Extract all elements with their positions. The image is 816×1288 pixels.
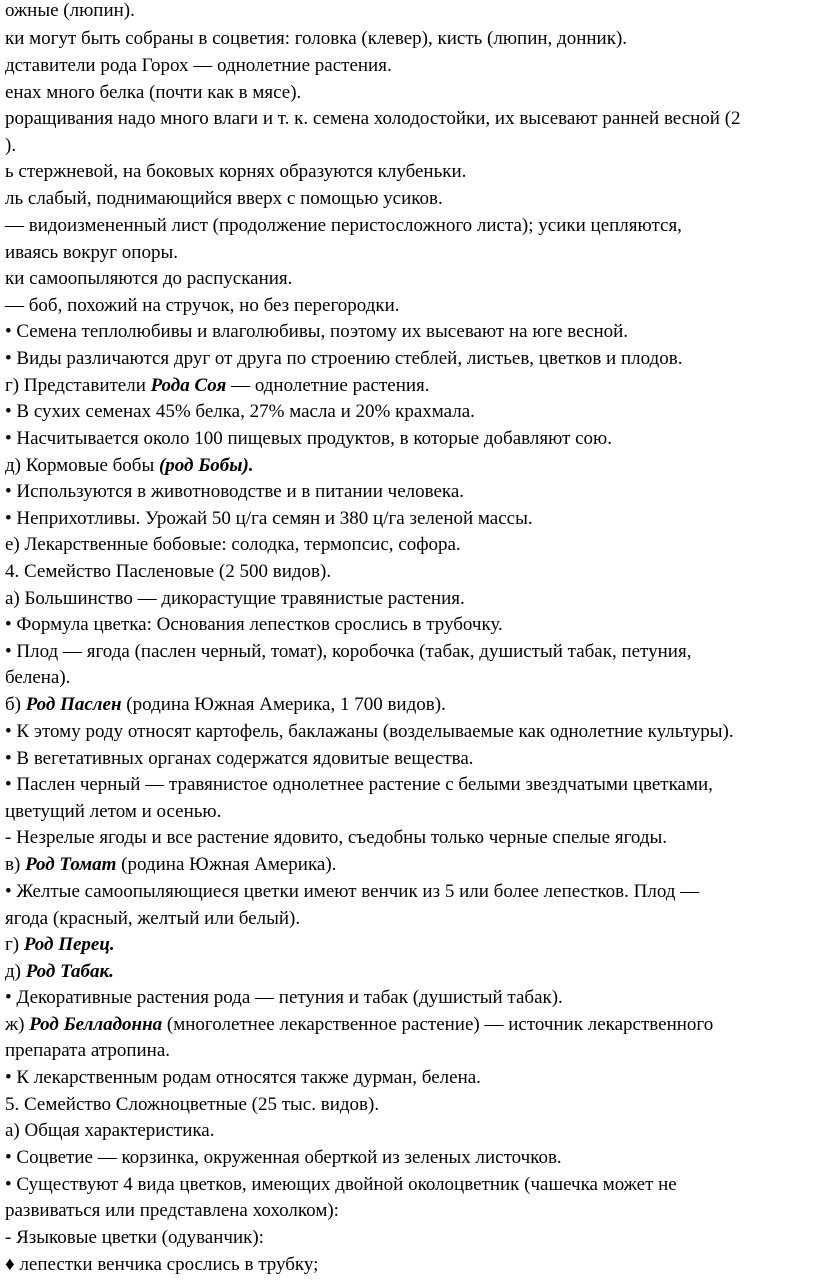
text-line [0,186,816,212]
text-run: — однолетние растения. [188,55,392,76]
text-run: • Семена теплолюбивы и влаголюбивы, поэтому их высевают на юге весной. [5,321,629,342]
text-line [0,799,816,825]
text-run: иваясь вокруг опоры. [5,242,178,263]
text-line [0,399,816,425]
text-line [0,906,816,932]
text-line [0,559,816,585]
text-line [0,53,816,79]
text-run: • Формула цветка: Основания лепестков срослись в трубочку. [5,614,503,635]
text-run: дставители [5,55,101,76]
text-run: е) Лекарственные бобовые: солодка, термопсис, софора. [5,534,461,555]
text-line [0,479,816,505]
text-run: роращивания надо много влаги и т. к. семена холодостойки, их высевают ранней весной (2 [5,108,741,129]
text-line [0,1118,816,1144]
text-line [0,772,816,798]
text-run: 4. [5,561,24,582]
text-line [0,319,816,345]
emphasis-text: Семейство Сложноцветные [24,1094,247,1115]
text-run: • В сухих семенах 45% белка, 27% масла и 20% крахмала. [5,401,475,422]
text-run: - Незрелые ягоды и все растение ядовито, съедобны только черные спелые ягоды. [5,827,668,848]
text-run: - [5,1227,17,1248]
text-run: (2 500 видов). [214,561,332,582]
text-run: а) Большинство — дикорастущие травянистые растения. [5,588,465,609]
text-line [0,1145,816,1171]
text-run: а) Общая характеристика. [5,1120,215,1141]
emphasis-text: Род Томат [25,854,117,875]
text-run: • Декоративные растения рода — петуния и табак (душистый табак). [5,987,563,1008]
text-line [0,1065,816,1091]
text-line [0,719,816,745]
text-run: 5. [5,1094,24,1115]
emphasis-text: Род Табак. [25,961,114,982]
emphasis-text: Языковые цветки [16,1227,157,1248]
emphasis-text: Рода Соя [150,375,227,396]
text-run: • Соцветие — корзинка, окруженная оберткой из зеленых листочков. [5,1147,562,1168]
text-run: • Плод — ягода (паслен черный, томат), коробочка (табак, душистый табак, петуния, [5,641,692,662]
text-run: ♦ лепестки венчика срослись в трубку; [5,1254,319,1275]
text-run: • Существуют 4 вида цветков, имеющих двойной околоцветник (чашечка может не [5,1174,677,1195]
text-line [0,746,816,772]
text-run: ж) [5,1014,30,1035]
text-line [0,1172,816,1198]
text-line [0,159,816,185]
emphasis-text: Род Белладонна [29,1014,163,1035]
text-run: развиваться или представлена хохолком): [5,1200,339,1221]
text-run: ягода (красный, желтый или белый). [5,908,301,929]
text-run: в) [5,854,26,875]
text-run: • Насчитывается около 100 пищевых продуктов, в которые добавляют сою. [5,428,612,449]
text-line [0,80,816,106]
text-line [0,0,816,24]
text-run: • К лекарственным родам относятся также дурман, белена. [5,1067,481,1088]
text-run: — боб, похожий на стручок, но без перегородки. [5,295,400,316]
text-line [0,532,816,558]
text-line [0,1012,816,1038]
text-run: г) [5,934,24,955]
emphasis-text: рода Горох [100,55,189,76]
text-run: ь стержневой, на боковых корнях образуются клубеньки. [5,161,467,182]
text-run: препарата атропина. [5,1040,171,1061]
text-run: д) Кормовые бобы [5,455,159,476]
text-run: — видоизмененный лист (продолжение перистосложного листа); усики цепляются, [5,215,682,236]
text-line [0,825,816,851]
text-run: б) [5,694,26,715]
text-line [0,426,816,452]
emphasis-text: (род Бобы). [158,455,254,476]
text-run: (родина Южная Америка, 1 700 видов). [121,694,446,715]
text-run: • Паслен черный — травянистое однолетнее растение с белыми звездчатыми цветками, [5,774,713,795]
text-line [0,985,816,1011]
text-run: • К этому роду относят картофель, баклажаны (возделываемые как однолетние культуры). [5,721,734,742]
text-line [0,266,816,292]
text-line [0,1038,816,1064]
text-run: д) [5,961,26,982]
text-line [0,1252,816,1278]
text-run: ль слабый, поднимающийся вверх с помощью усиков. [5,188,443,209]
text-run: ). [5,135,17,156]
text-run: (многолетнее лекарственное растение) — источник лекарственного [162,1014,714,1035]
text-line [0,453,816,479]
text-line [0,213,816,239]
text-run: ки могут быть собраны в соцветия: головка (клевер), кисть (люпин, донник). [5,28,628,49]
text-line [0,959,816,985]
text-line [0,373,816,399]
text-run: енах много белка (почти как в мясе). [5,82,302,103]
text-run: цветущий летом и осенью. [5,801,222,822]
text-line [0,879,816,905]
text-run: — однолетние растения. [226,375,430,396]
text-run: (25 тыс. видов). [246,1094,380,1115]
text-run: г) Представители [5,375,151,396]
text-line [0,665,816,691]
text-run: • Используются в животноводстве и в питании человека. [5,481,465,502]
text-line [0,932,816,958]
text-run: белена). [5,667,71,688]
text-run: • В вегетативных органах содержатся ядовитые вещества. [5,748,474,769]
text-line [0,692,816,718]
text-line [0,612,816,638]
text-line [0,293,816,319]
text-line [0,1092,816,1118]
text-run: (родина Южная Америка). [116,854,337,875]
text-line [0,586,816,612]
text-line [0,506,816,532]
text-line [0,26,816,52]
text-run: • Виды различаются друг от друга по строению стеблей, листьев, цветков и плодов. [5,348,683,369]
text-line [0,240,816,266]
text-line [0,1225,816,1251]
emphasis-text: Семейство Пасленовые [24,561,215,582]
text-run: • Желтые самоопыляющиеся цветки имеют венчик из 5 или более лепестков. Плод — [5,881,700,902]
text-run: • Неприхотливы. Урожай 50 ц/га семян и 380 ц/га зеленой массы. [5,508,533,529]
text-run: (одуванчик): [156,1227,264,1248]
text-line [0,133,816,159]
text-line [0,852,816,878]
text-line [0,106,816,132]
text-line [0,346,816,372]
emphasis-text: Род Паслен [25,694,122,715]
emphasis-text: Род Перец. [23,934,115,955]
text-line [0,1198,816,1224]
text-run: ожные (люпин). [5,0,135,21]
text-run: ки самоопыляются до распускания. [5,268,293,289]
text-line [0,639,816,665]
